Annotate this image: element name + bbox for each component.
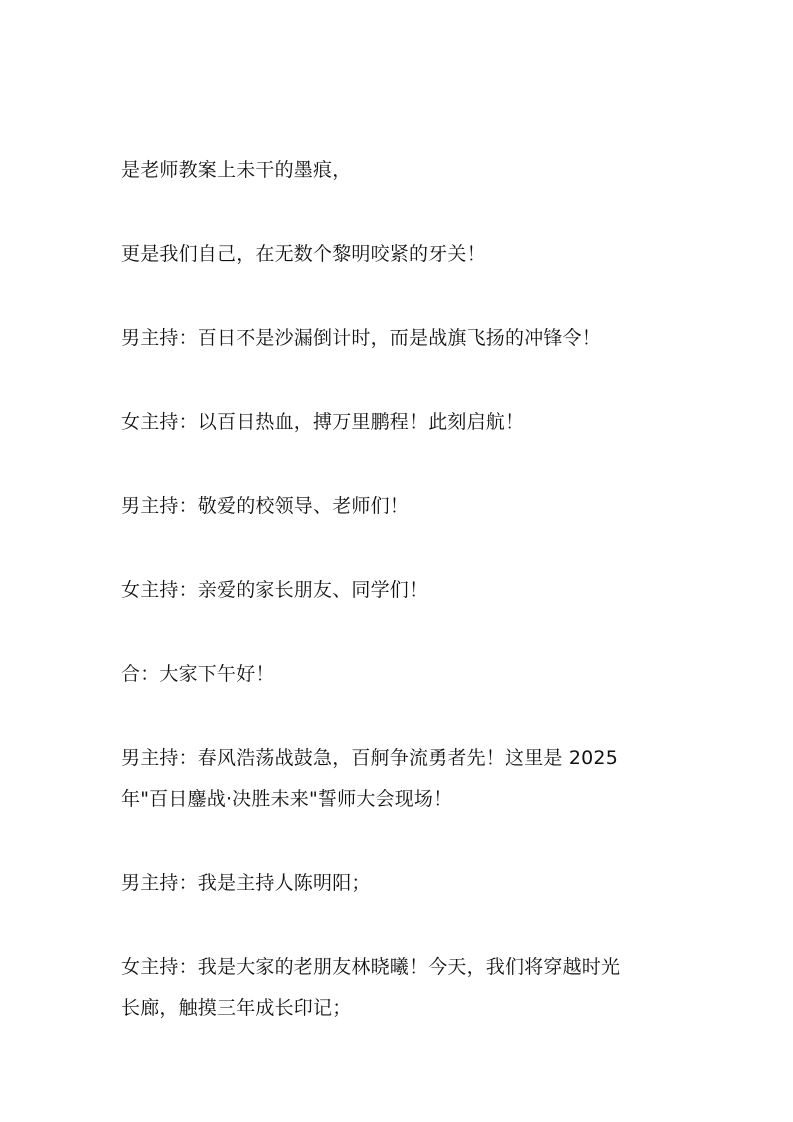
text-line: 年"百日鏖战·决胜未来"誓师大会现场！	[121, 788, 453, 810]
paragraph	[121, 150, 681, 191]
paragraph	[121, 570, 681, 611]
text-line: 女主持：我是大家的老朋友林晓曦！今天，我们将穿越时光	[121, 956, 621, 978]
text-line: 是老师教案上未干的墨痕，	[121, 159, 352, 181]
text-line: 更是我们自己，在无数个黎明咬紧的牙关！	[121, 243, 486, 265]
text-line: 男主持：百日不是沙漏倒计时，而是战旗飞扬的冲锋令！	[121, 327, 602, 349]
text-line: 合：大家下午好！	[121, 663, 275, 685]
text-line: 女主持：亲爱的家长朋友、同学们！	[121, 579, 429, 601]
paragraph	[121, 863, 681, 904]
text-line: 女主持：以百日热血，搏万里鹏程！此刻启航！	[121, 411, 525, 433]
text-line: 男主持：春风浩荡战鼓急，百舸争流勇者先！这里是 2025	[121, 747, 618, 769]
text-line: 男主持：我是主持人陈明阳；	[121, 872, 371, 894]
text-line: 长廊，触摸三年成长印记；	[121, 997, 352, 1019]
text-line: 男主持：敬爱的校领导、老师们！	[121, 495, 410, 517]
paragraph	[121, 402, 681, 443]
paragraph	[121, 486, 681, 527]
paragraph	[121, 654, 681, 695]
paragraph	[121, 738, 681, 820]
paragraph	[121, 234, 681, 275]
document-body	[121, 150, 681, 1072]
paragraph	[121, 947, 681, 1029]
paragraph	[121, 318, 681, 359]
